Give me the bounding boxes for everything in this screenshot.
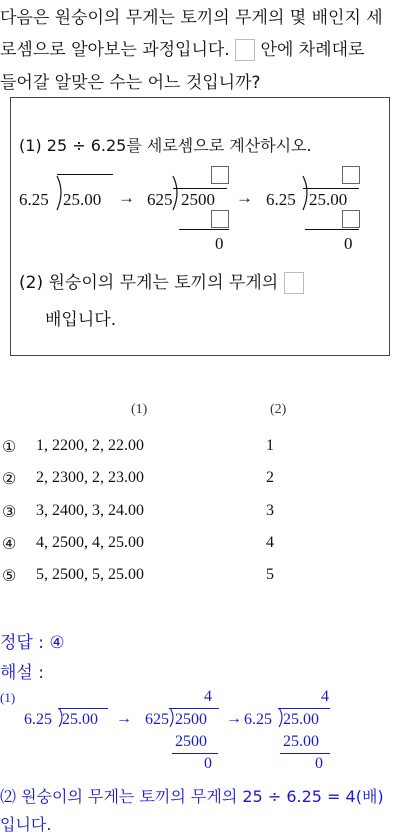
part2-text: 원숭이의 무게는 토끼의 무게의 — [48, 273, 279, 293]
explanation-step1-label: (1) — [0, 690, 16, 705]
expl-divisor-2: 625 — [145, 711, 169, 728]
expl-sub-3: 25.00 — [283, 733, 319, 750]
expl-bar-3 — [278, 708, 330, 709]
expl-arrow-1: → — [116, 710, 132, 727]
division-bar-1 — [57, 174, 113, 175]
expl-dividend-3: 25.00 — [283, 711, 319, 728]
arrow-2: → — [236, 188, 253, 207]
choice-number: ② — [2, 469, 17, 488]
expl-bar-2 — [169, 708, 219, 709]
choices-header-2: (2) — [270, 402, 287, 417]
explanation-step2-line2: 입니다. — [0, 815, 52, 834]
answer-label: 정답 : ④ — [0, 633, 65, 653]
blank-product-2 — [211, 210, 229, 228]
dividend-3: 25.00 — [309, 190, 348, 209]
part2-prompt — [19, 268, 304, 294]
expl-dividend-2: 2500 — [175, 711, 207, 728]
remainder-3: 0 — [344, 234, 353, 253]
expl-sub-2: 2500 — [175, 733, 207, 750]
division-bar-3 — [303, 188, 359, 189]
explanation-label: 해설 : — [0, 663, 44, 683]
part1-label: (1) — [19, 136, 42, 155]
dividend-2: 2500 — [181, 190, 215, 209]
question-line-3: 들어갈 알맞은 수는 어느 것입니까? — [0, 73, 261, 93]
choice-number: ④ — [2, 534, 17, 553]
choice-part2: 3 — [266, 502, 274, 519]
explanation-step2 — [0, 784, 384, 807]
question-line-2a: 로셈으로 알아보는 과정입니다. — [0, 40, 230, 60]
expl-quotient-3: 4 — [321, 688, 329, 705]
remainder-2: 0 — [215, 234, 224, 253]
blank-box — [235, 39, 255, 61]
part2-blank-box — [284, 272, 304, 294]
choice-part1: 1, 2200, 2, 22.00 — [36, 437, 144, 454]
question-line-1: 다음은 원숭이의 무게는 토끼의 무게의 몇 배인지 세 — [0, 8, 383, 28]
part2-text-2: 배입니다. — [45, 310, 117, 330]
arrow-1: → — [118, 188, 135, 207]
expl-arrow-2: → — [226, 710, 242, 727]
expl-quotient-2: 4 — [204, 688, 212, 705]
blank-quotient-3 — [342, 166, 360, 184]
blank-quotient-2 — [211, 166, 229, 184]
expl-divisor-1: 6.25 — [24, 711, 52, 728]
dividend-1: 25.00 — [63, 190, 102, 209]
choice-part2: 5 — [266, 566, 274, 583]
expl-dividend-1: 25.00 — [62, 711, 98, 728]
sub-line-2 — [179, 229, 229, 230]
choices-header-1: (1) — [131, 402, 148, 417]
divisor-1: 6.25 — [19, 190, 49, 209]
explanation-step2-label: ⑵ — [0, 787, 17, 806]
expl-remainder-2: 0 — [204, 755, 212, 772]
expl-remainder-3: 0 — [315, 755, 323, 772]
blank-product-3 — [342, 210, 360, 228]
expl-subline-3 — [280, 753, 330, 754]
division-bar-2 — [173, 188, 227, 189]
choice-part2: 1 — [266, 437, 274, 454]
choice-part2: 4 — [266, 534, 274, 551]
choice-number: ① — [2, 437, 17, 456]
part1-text: 25 ÷ 6.25를 세로셈으로 계산하시오. — [46, 136, 312, 155]
expl-bar-1 — [58, 708, 108, 709]
part2-label: (2) — [19, 273, 44, 293]
question-line-2b: 안에 차례대로 — [260, 40, 365, 60]
question-line-2 — [0, 35, 364, 61]
choice-part1: 2, 2300, 2, 23.00 — [36, 469, 144, 486]
divisor-2: 625 — [147, 190, 173, 209]
sub-line-3 — [305, 229, 359, 230]
expl-subline-2 — [172, 753, 218, 754]
problem-box — [10, 97, 390, 356]
choice-number: ③ — [2, 502, 17, 521]
choice-part2: 2 — [266, 469, 274, 486]
explanation-step2-text: 원숭이의 무게는 토끼의 무게의 25 ÷ 6.25 = 4(배) — [21, 787, 384, 806]
part1-prompt — [19, 133, 312, 156]
choice-number: ⑤ — [2, 566, 17, 585]
divisor-3: 6.25 — [266, 190, 296, 209]
choice-part1: 5, 2500, 5, 25.00 — [36, 566, 144, 583]
choice-part1: 3, 2400, 3, 24.00 — [36, 502, 144, 519]
choice-part1: 4, 2500, 4, 25.00 — [36, 534, 144, 551]
expl-divisor-3: 6.25 — [244, 711, 272, 728]
